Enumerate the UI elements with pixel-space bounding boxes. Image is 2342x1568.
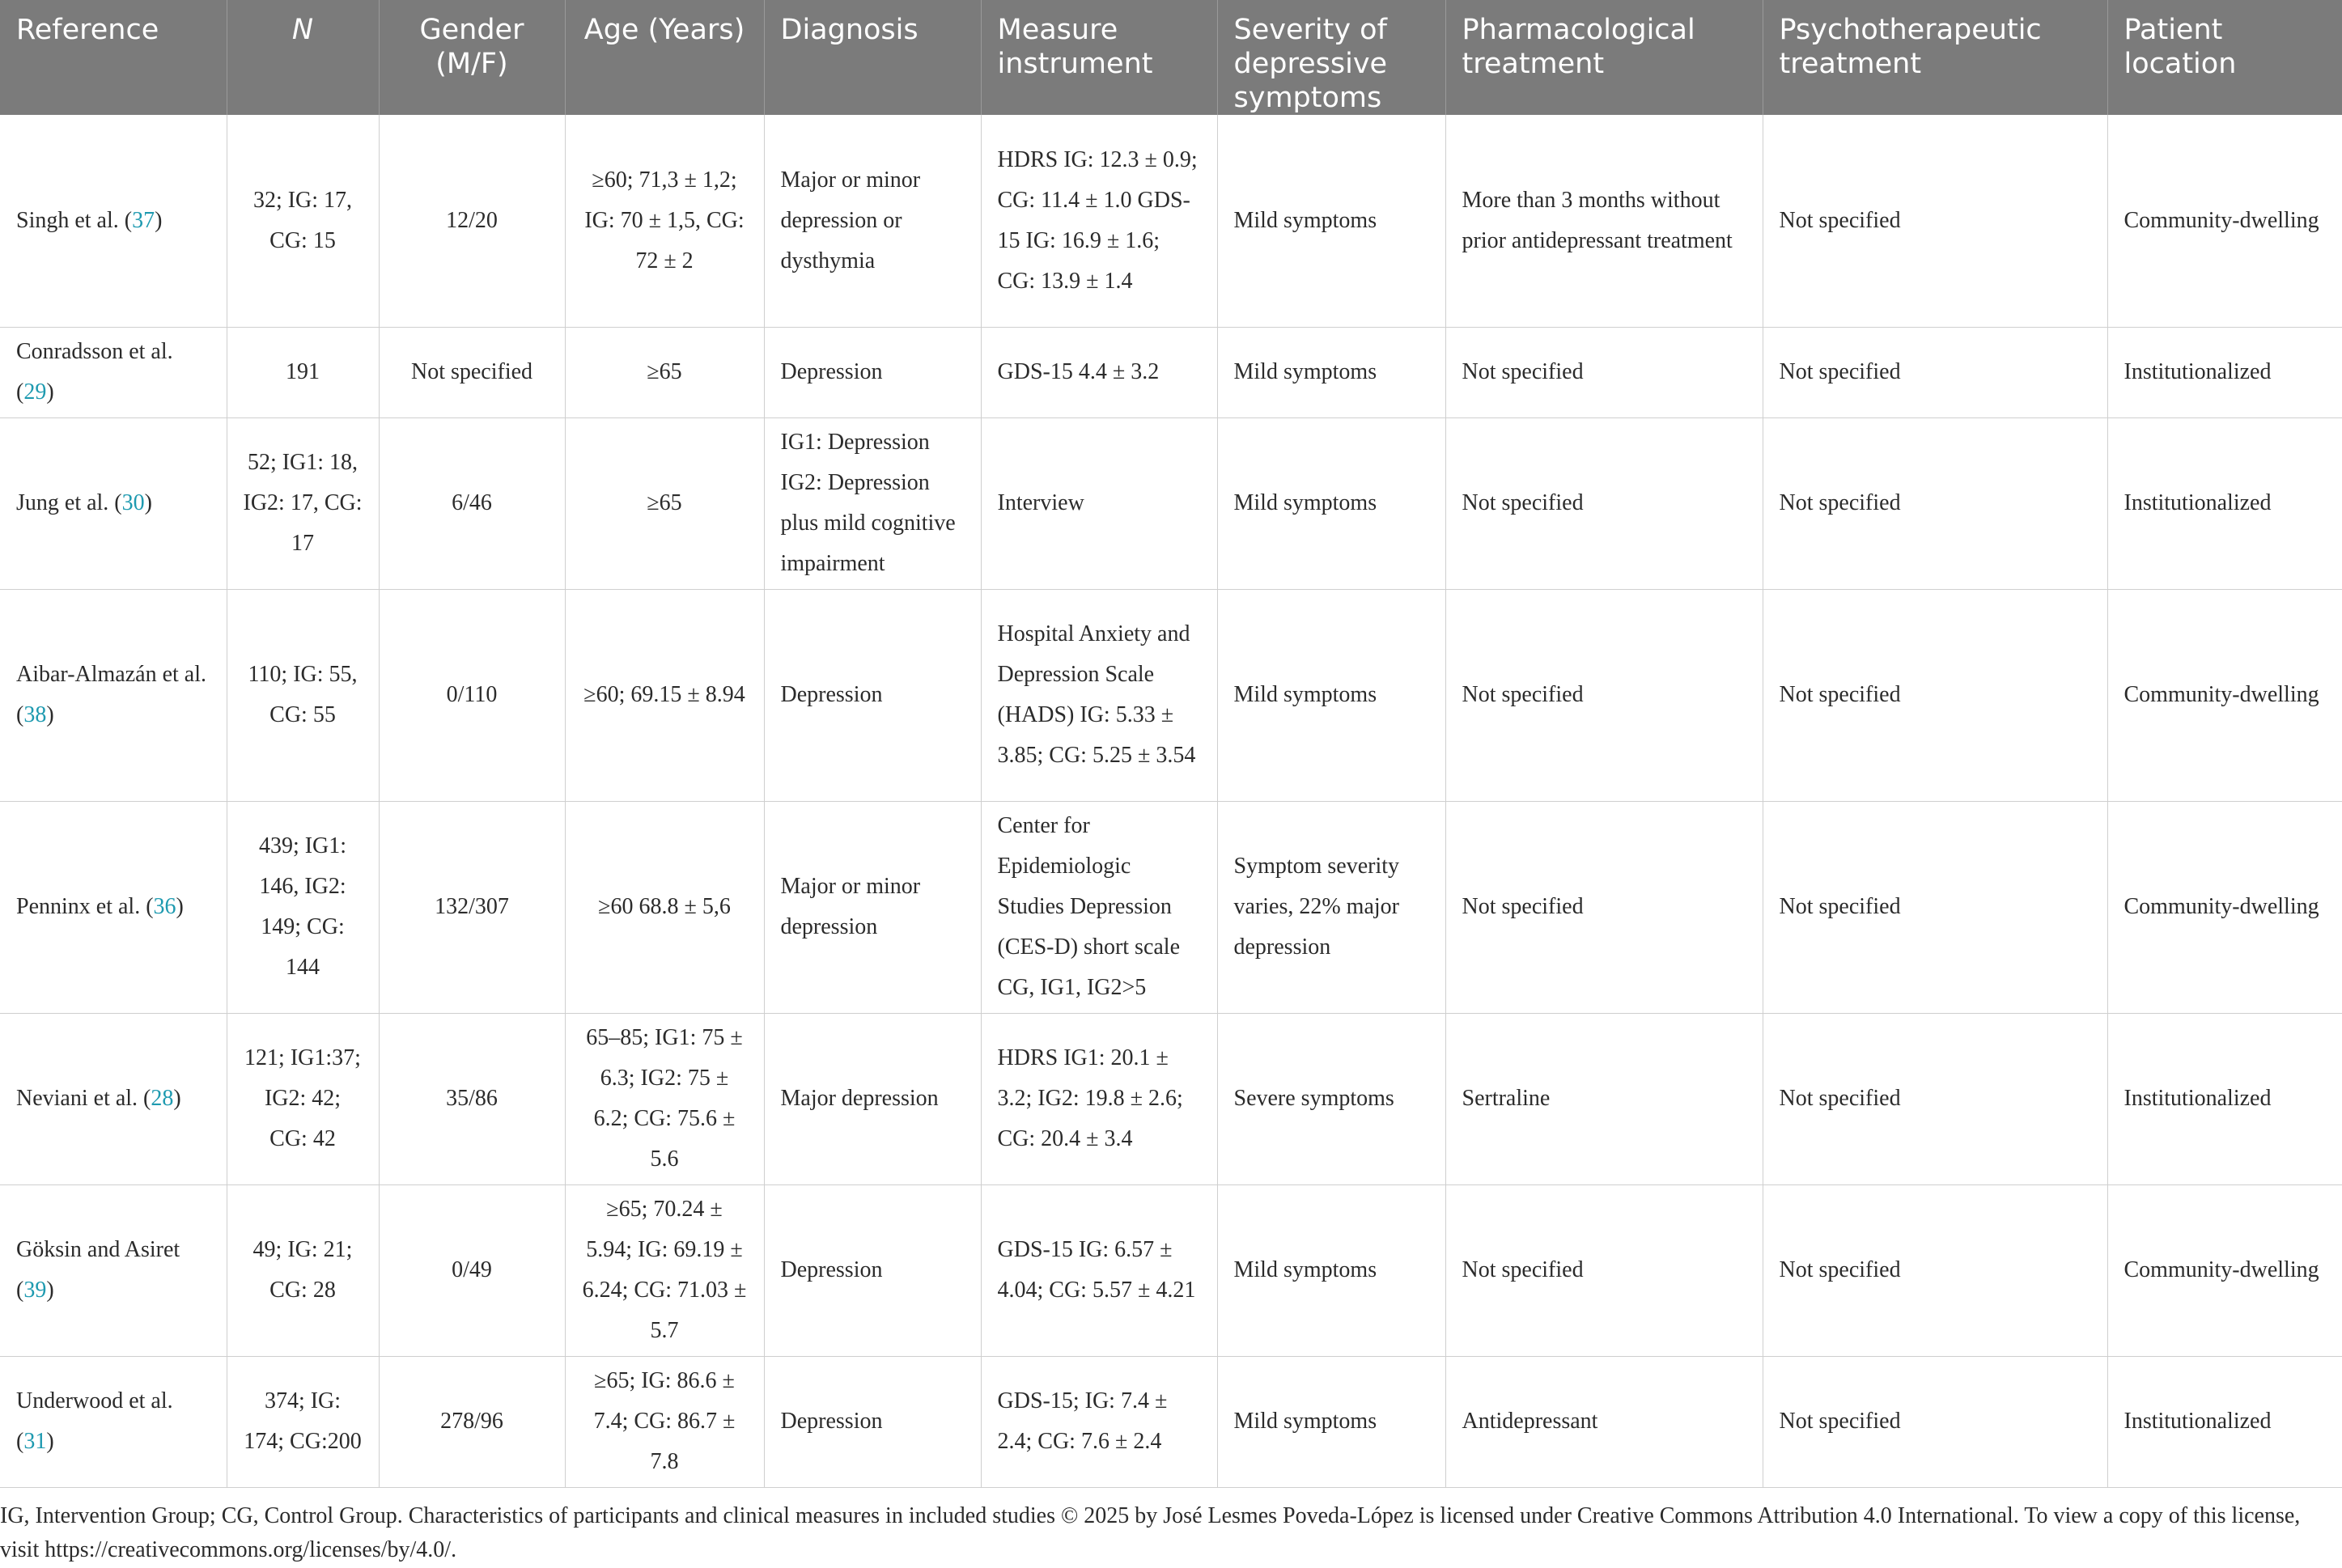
header-patient-location: Patient location (2107, 0, 2342, 115)
cell-measure-instrument: Hospital Anxiety and Depression Scale (HADS) IG: 5.33 ± 3.85; CG: 5.25 ± 3.54 (981, 589, 1217, 801)
table-row (0, 1184, 2342, 1356)
cell-reference (0, 1013, 227, 1184)
cell-severity: Mild symptoms (1217, 589, 1445, 801)
cell-psychotherapeutic: Not specified (1763, 1013, 2107, 1184)
cell-diagnosis: Major or minor depression or dysthymia (764, 115, 981, 327)
cell-n: 374; IG: 174; CG:200 (227, 1356, 379, 1487)
table-row (0, 417, 2342, 589)
table-row (0, 801, 2342, 1013)
reference-close: ) (173, 1086, 181, 1111)
header-severity: Severity of depressive symptoms (1217, 0, 1445, 115)
cell-gender: 35/86 (379, 1013, 565, 1184)
cell-pharmacological: Not specified (1445, 1184, 1763, 1356)
table-body (0, 115, 2342, 1487)
cell-n: 110; IG: 55, CG: 55 (227, 589, 379, 801)
reference-text: Aibar-Almazán et al. ( (16, 662, 206, 727)
cell-patient-location: Community-dwelling (2107, 115, 2342, 327)
citation-link[interactable]: 38 (23, 702, 47, 727)
citation-link[interactable]: 29 (23, 379, 47, 405)
cell-psychotherapeutic: Not specified (1763, 1356, 2107, 1487)
cell-psychotherapeutic: Not specified (1763, 1184, 2107, 1356)
cell-patient-location: Institutionalized (2107, 1013, 2342, 1184)
cell-diagnosis: Depression (764, 327, 981, 417)
header-gender: Gender (M/F) (379, 0, 565, 115)
cell-n: 52; IG1: 18, IG2: 17, CG: 17 (227, 417, 379, 589)
cell-reference (0, 115, 227, 327)
header-row (0, 0, 2342, 115)
citation-link[interactable]: 36 (153, 894, 176, 919)
citation-link[interactable]: 39 (23, 1278, 47, 1303)
reference-text: Göksin and Asiret ( (16, 1237, 180, 1303)
table-header (0, 0, 2342, 115)
cell-patient-location: Community-dwelling (2107, 589, 2342, 801)
cell-n: 32; IG: 17, CG: 15 (227, 115, 379, 327)
cell-severity: Mild symptoms (1217, 1356, 1445, 1487)
cell-severity: Mild symptoms (1217, 327, 1445, 417)
reference-close: ) (46, 379, 54, 405)
cell-diagnosis: Depression (764, 1184, 981, 1356)
cell-pharmacological: Not specified (1445, 589, 1763, 801)
cell-patient-location: Institutionalized (2107, 1356, 2342, 1487)
cell-measure-instrument: HDRS IG: 12.3 ± 0.9; CG: 11.4 ± 1.0 GDS-15 IG: 16.9 ± 1.6; CG: 13.9 ± 1.4 (981, 115, 1217, 327)
cell-age: ≥65 (565, 327, 764, 417)
cell-gender: 278/96 (379, 1356, 565, 1487)
reference-text: Penninx et al. ( (16, 894, 154, 919)
cell-gender: 0/110 (379, 589, 565, 801)
cell-diagnosis: IG1: Depression IG2: Depression plus mild cognitive impairment (764, 417, 981, 589)
cell-pharmacological: Sertraline (1445, 1013, 1763, 1184)
reference-text: Jung et al. ( (16, 490, 122, 515)
cell-age: ≥65; 70.24 ± 5.94; IG: 69.19 ± 6.24; CG: 71.03 ± 5.7 (565, 1184, 764, 1356)
header-age: Age (Years) (565, 0, 764, 115)
cell-reference (0, 417, 227, 589)
cell-reference (0, 1356, 227, 1487)
cell-diagnosis: Major or minor depression (764, 801, 981, 1013)
cell-age: ≥65; IG: 86.6 ± 7.4; CG: 86.7 ± 7.8 (565, 1356, 764, 1487)
cell-pharmacological: Not specified (1445, 327, 1763, 417)
cell-reference (0, 1184, 227, 1356)
cell-pharmacological: Not specified (1445, 801, 1763, 1013)
table-footnote: IG, Intervention Group; CG, Control Group. Characteristics of participants and clinical measures in included studies © 2025 by José Lesmes Poveda-López is licensed under Creative Commons Attribution 4.0 International. To view a copy of this license, visit https://creativecommons.org/licenses/by/4.0/. (0, 1503, 2301, 1562)
reference-close: ) (46, 702, 54, 727)
citation-link[interactable]: 30 (121, 490, 145, 515)
cell-measure-instrument: HDRS IG1: 20.1 ± 3.2; IG2: 19.8 ± 2.6; CG: 20.4 ± 3.4 (981, 1013, 1217, 1184)
cell-psychotherapeutic: Not specified (1763, 589, 2107, 801)
cell-age: ≥60 68.8 ± 5,6 (565, 801, 764, 1013)
cell-gender: Not specified (379, 327, 565, 417)
cell-reference (0, 801, 227, 1013)
cell-measure-instrument: GDS-15 4.4 ± 3.2 (981, 327, 1217, 417)
reference-text: Underwood et al. ( (16, 1388, 173, 1454)
cell-gender: 6/46 (379, 417, 565, 589)
cell-n: 121; IG1:37; IG2: 42; CG: 42 (227, 1013, 379, 1184)
cell-age: ≥65 (565, 417, 764, 589)
cell-patient-location: Institutionalized (2107, 417, 2342, 589)
table-row (0, 1013, 2342, 1184)
cell-psychotherapeutic: Not specified (1763, 801, 2107, 1013)
cell-severity: Mild symptoms (1217, 115, 1445, 327)
cell-psychotherapeutic: Not specified (1763, 327, 2107, 417)
header-reference: Reference (0, 0, 227, 115)
cell-diagnosis: Depression (764, 589, 981, 801)
cell-diagnosis: Depression (764, 1356, 981, 1487)
reference-close: ) (176, 894, 184, 919)
cell-severity: Mild symptoms (1217, 417, 1445, 589)
cell-n: 439; IG1: 146, IG2: 149; CG: 144 (227, 801, 379, 1013)
cell-age: 65–85; IG1: 75 ± 6.3; IG2: 75 ± 6.2; CG: 75.6 ± 5.6 (565, 1013, 764, 1184)
header-psychotherapeutic: Psychotherapeutic treatment (1763, 0, 2107, 115)
cell-severity: Mild symptoms (1217, 1184, 1445, 1356)
reference-close: ) (46, 1278, 54, 1303)
cell-pharmacological: More than 3 months without prior antidepressant treatment (1445, 115, 1763, 327)
table-row (0, 1356, 2342, 1487)
cell-gender: 132/307 (379, 801, 565, 1013)
reference-close: ) (46, 1429, 54, 1454)
cell-gender: 0/49 (379, 1184, 565, 1356)
cell-pharmacological: Not specified (1445, 417, 1763, 589)
table-row (0, 115, 2342, 327)
header-measure-instrument: Measure instrument (981, 0, 1217, 115)
cell-severity: Symptom severity varies, 22% major depression (1217, 801, 1445, 1013)
reference-text: Singh et al. ( (16, 207, 133, 233)
cell-diagnosis: Major depression (764, 1013, 981, 1184)
cell-psychotherapeutic: Not specified (1763, 417, 2107, 589)
cell-severity: Severe symptoms (1217, 1013, 1445, 1184)
cell-pharmacological: Antidepressant (1445, 1356, 1763, 1487)
reference-text: Neviani et al. ( (16, 1086, 151, 1111)
cell-age: ≥60; 71,3 ± 1,2; IG: 70 ± 1,5, CG: 72 ± 2 (565, 115, 764, 327)
header-diagnosis: Diagnosis (764, 0, 981, 115)
cell-n: 49; IG: 21; CG: 28 (227, 1184, 379, 1356)
reference-text: Conradsson et al. ( (16, 339, 173, 405)
citation-link[interactable]: 31 (23, 1429, 47, 1454)
cell-measure-instrument: GDS-15 IG: 6.57 ± 4.04; CG: 5.57 ± 4.21 (981, 1184, 1217, 1356)
cell-measure-instrument: Center for Epidemiologic Studies Depression (CES-D) short scale CG, IG1, IG2>5 (981, 801, 1217, 1013)
cell-reference (0, 589, 227, 801)
cell-n: 191 (227, 327, 379, 417)
cell-gender: 12/20 (379, 115, 565, 327)
cell-patient-location: Community-dwelling (2107, 1184, 2342, 1356)
cell-patient-location: Institutionalized (2107, 327, 2342, 417)
header-pharmacological: Pharmacological treatment (1445, 0, 1763, 115)
table-row (0, 327, 2342, 417)
cell-measure-instrument: GDS-15; IG: 7.4 ± 2.4; CG: 7.6 ± 2.4 (981, 1356, 1217, 1487)
citation-link[interactable]: 37 (132, 207, 155, 233)
cell-age: ≥60; 69.15 ± 8.94 (565, 589, 764, 801)
citation-link[interactable]: 28 (151, 1086, 174, 1111)
cell-measure-instrument: Interview (981, 417, 1217, 589)
cell-patient-location: Community-dwelling (2107, 801, 2342, 1013)
cell-psychotherapeutic: Not specified (1763, 115, 2107, 327)
table-row (0, 589, 2342, 801)
cell-reference (0, 327, 227, 417)
reference-close: ) (144, 490, 152, 515)
reference-close: ) (155, 207, 163, 233)
header-n: N (227, 0, 379, 115)
